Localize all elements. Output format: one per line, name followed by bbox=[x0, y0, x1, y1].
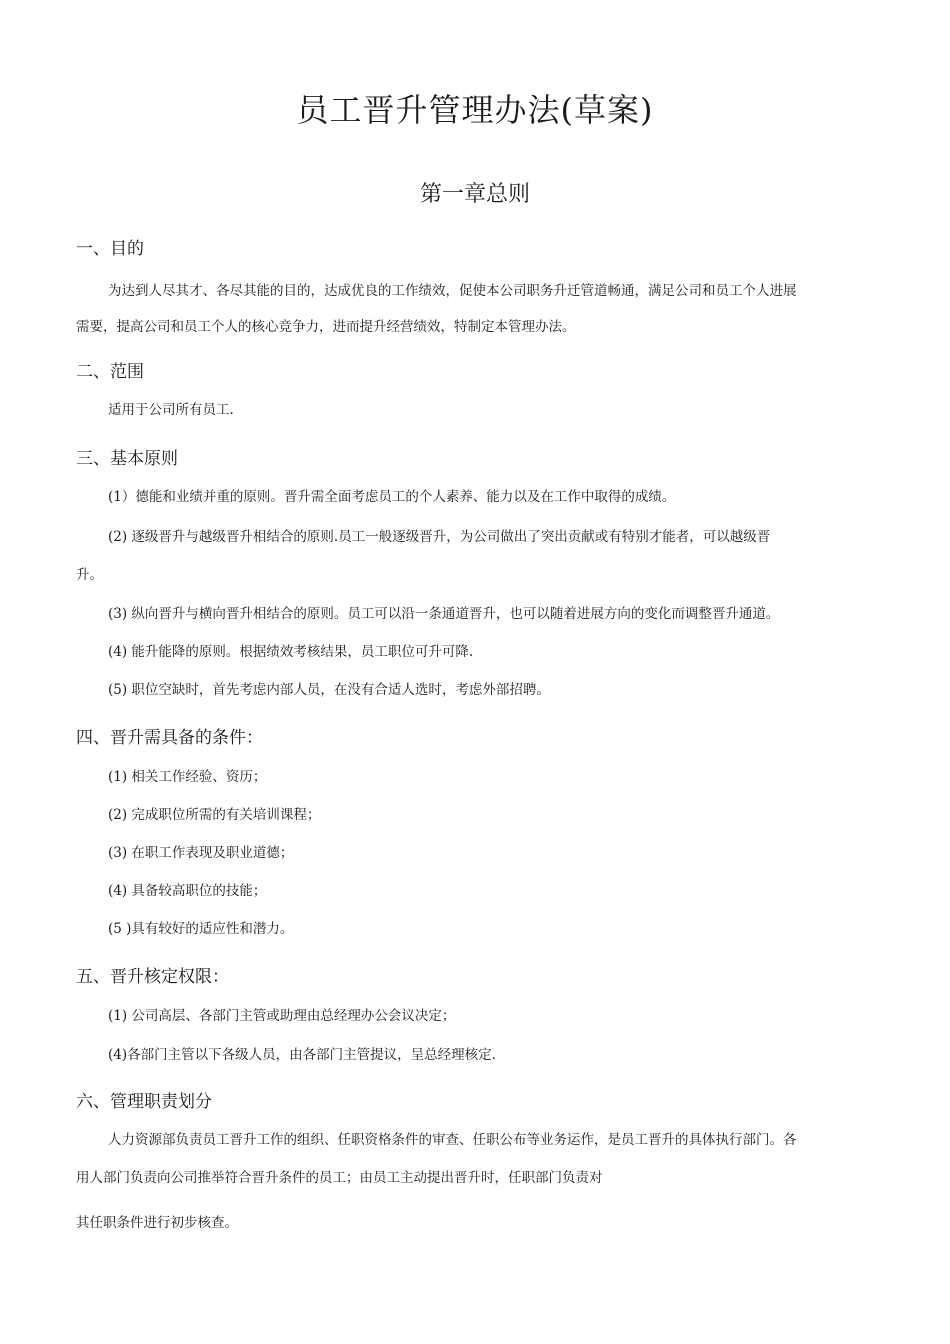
list-item-continuation: 升。 bbox=[76, 567, 103, 583]
section-heading-conditions: 四、晋升需具备的条件： bbox=[76, 728, 263, 748]
list-item: (4) 能升能降的原则。根据绩效考核结果，员工职位可升可降. bbox=[108, 644, 474, 660]
section-heading-scope: 二、范围 bbox=[76, 362, 144, 382]
list-item: (1）德能和业绩并重的原则。晋升需全面考虑员工的个人素养、能力以及在工作中取得的成绩。 bbox=[108, 489, 676, 505]
list-item: (2) 完成职位所需的有关培训课程； bbox=[108, 807, 321, 823]
list-item: (4)各部门主管以下各级人员，由各部门主管提议，呈总经理核定. bbox=[108, 1047, 496, 1063]
list-item: (5 )具有较好的适应性和潜力。 bbox=[108, 921, 294, 937]
list-item: (3) 纵向晋升与横向晋升相结合的原则。员工可以沿一条通道晋升，也可以随着进展方向的变化而调整晋升通道。 bbox=[108, 606, 780, 622]
paragraph-line: 适用于公司所有员工. bbox=[108, 402, 234, 418]
list-item: (5) 职位空缺时，首先考虑内部人员，在没有合适人选时，考虑外部招聘。 bbox=[108, 682, 550, 698]
list-item: (4) 具备较高职位的技能； bbox=[108, 883, 267, 899]
section-heading-principles: 三、基本原则 bbox=[76, 449, 178, 469]
paragraph-line: 为达到人尽其才、各尽其能的目的，达成优良的工作绩效，促使本公司职务升迁管道畅通，满足公司和员工个人进展 bbox=[108, 283, 797, 299]
paragraph-line: 人力资源部负责员工晋升工作的组织、任职资格条件的审查、任职公布等业务运作，是员工晋升的具体执行部门。各 bbox=[108, 1132, 797, 1148]
chapter-title: 第一章总则 bbox=[419, 182, 530, 207]
list-item: (1) 相关工作经验、资历； bbox=[108, 769, 267, 785]
paragraph-line: 需要，提高公司和员工个人的核心竞争力，进而提升经营绩效，特制定本管理办法。 bbox=[76, 319, 576, 335]
section-heading-purpose: 一、目的 bbox=[76, 239, 144, 259]
section-heading-responsibilities: 六、管理职责划分 bbox=[76, 1092, 212, 1112]
paragraph-line: 用人部门负责向公司推举符合晋升条件的员工；由员工主动提出晋升时，任职部门负责对 bbox=[76, 1170, 603, 1186]
document-title: 员工晋升管理办法(草案) bbox=[296, 91, 654, 129]
section-heading-authority: 五、晋升核定权限： bbox=[76, 967, 229, 987]
list-item: (2) 逐级晋升与越级晋升相结合的原则.员工一般逐级晋升，为公司做出了突出贡献或有特别才能者，可以越级晋 bbox=[108, 529, 771, 545]
list-item: (3) 在职工作表现及职业道德； bbox=[108, 845, 294, 861]
paragraph-line: 其任职条件进行初步核查。 bbox=[76, 1215, 238, 1231]
list-item: (1) 公司高层、各部门主管或助理由总经理办公会议决定； bbox=[108, 1008, 456, 1024]
